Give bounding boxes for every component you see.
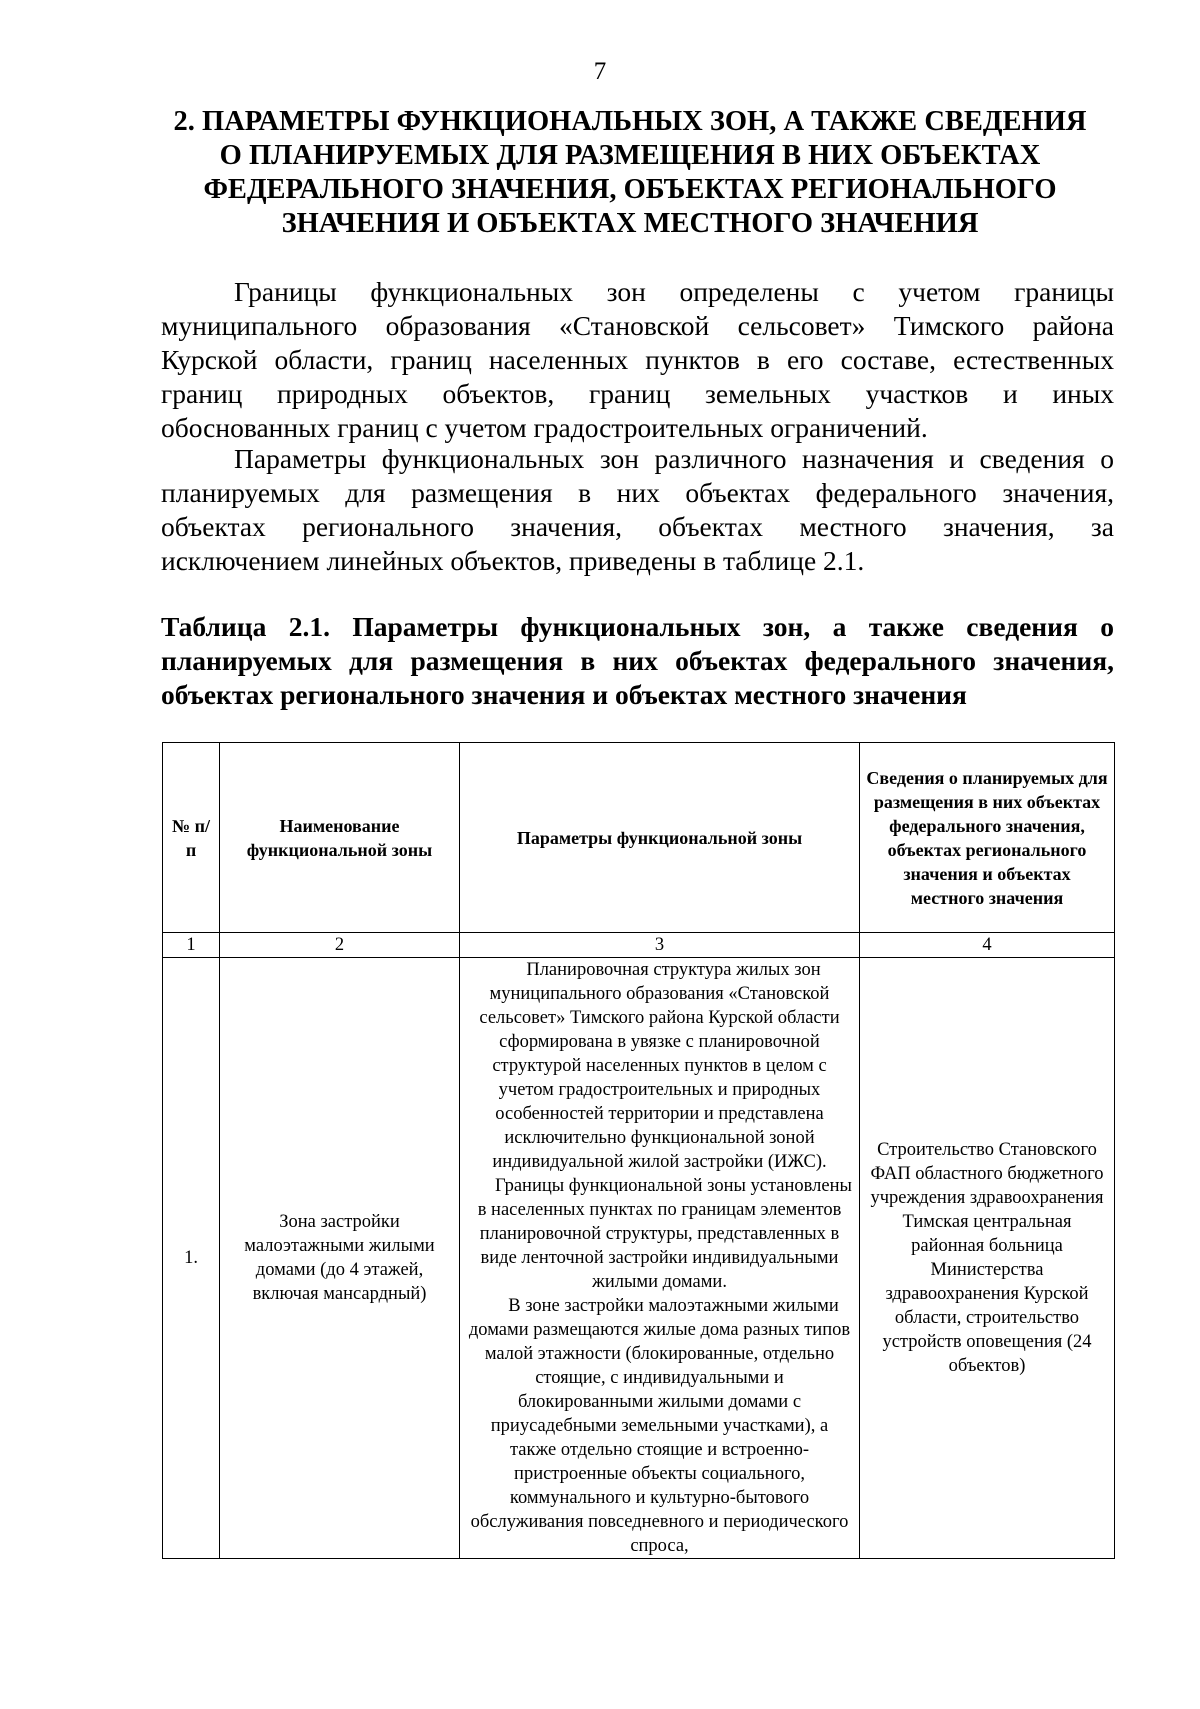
paragraph-line: Границы функциональных зон определены с учетом границы [234, 276, 1114, 307]
table-row [163, 958, 1115, 1559]
column-number: 4 [860, 933, 1115, 958]
column-number: 1 [163, 933, 220, 958]
paragraph-line: Курской области, границ населенных пунктов в его составе, естественных [161, 344, 1114, 375]
page-number: 7 [593, 58, 607, 85]
zone-parameters [460, 958, 860, 1559]
zone-parameters-paragraph: Границы функциональной зоны установлены в населенных пунктах по границам элементов планировочной структуры, представленных в виде ленточной застройки индивидуальными жилыми домами. [477, 1176, 852, 1292]
header-planned-objects: Сведения о планируемых для размещения в них объектах федерального значения, объектах регионального значения и объектах местного значения [860, 743, 1115, 933]
paragraph-line: объектах регионального значения, объектах местного значения, за [161, 511, 1114, 542]
paragraph-line: муниципального образования «Становской сельсовет» Тимского района [161, 310, 1114, 341]
zone-parameters-paragraph: В зоне застройки малоэтажными жилыми домами размещаются жилые дома разных типов малой этажности (блокированные, отдельно стоящие, с индивидуальными и блокированными жилыми домами с приусадебными земельными участками), а также отдельно стоящие и встроенно-пристроенные объекты социального, коммунального и культурно-бытового обслуживания повседневного и периодического спроса, [468, 1296, 851, 1556]
paragraph-line: границ природных объектов, границ земельных участков и иных [161, 378, 1114, 409]
section-heading-line: О ПЛАНИРУЕМЫХ ДЛЯ РАЗМЕЩЕНИЯ В НИХ ОБЪЕКТАХ [219, 140, 1041, 171]
header-zone-name: Наименование функциональной зоны [220, 743, 460, 933]
row-number: 1. [163, 958, 220, 1559]
zone-parameters-paragraph: Планировочная структура жилых зон муниципального образования «Становской сельсовет» Тимского района Курской области сформирована в увязке с планировочной структурой населенных пунктов в целом с учетом градостроительных и природных особенностей территории и представлена исключительно функциональной зоной индивидуальной жилой застройки (ИЖС). [479, 960, 840, 1172]
paragraph-line: обоснованных границ с учетом градостроительных ограничений. [161, 412, 928, 443]
paragraph-zone-parameters [161, 442, 1114, 578]
planned-objects: Строительство Становского ФАП областного бюджетного учреждения здравоохранения Тимская центральная районная больница Министерства здравоохранения Курской области, строительство устройств оповещения (24 объектов) [860, 958, 1115, 1559]
section-heading [150, 105, 1110, 241]
table-header-row [163, 743, 1115, 933]
table-caption-line: Таблица 2.1. Параметры функциональных зон, а также сведения о [161, 611, 1114, 642]
paragraph-zone-boundaries [161, 275, 1114, 445]
column-number: 3 [460, 933, 860, 958]
column-number: 2 [220, 933, 460, 958]
header-number: № п/п [163, 743, 220, 933]
table-caption-line: объектах регионального значения и объектах местного значения [161, 679, 967, 710]
table-caption-line: планируемых для размещения в них объектах федерального значения, [161, 645, 1114, 676]
paragraph-line: Параметры функциональных зон различного назначения и сведения о [234, 443, 1114, 474]
zone-name: Зона застройки малоэтажными жилыми домами (до 4 этажей, включая мансардный) [220, 958, 460, 1559]
paragraph-line: исключением линейных объектов, приведены в таблице 2.1. [161, 545, 865, 576]
header-zone-parameters: Параметры функциональной зоны [460, 743, 860, 933]
column-number-row [163, 933, 1115, 958]
section-heading-line: ФЕДЕРАЛЬНОГО ЗНАЧЕНИЯ, ОБЪЕКТАХ РЕГИОНАЛЬНОГО [203, 174, 1057, 205]
section-heading-line: 2. ПАРАМЕТРЫ ФУНКЦИОНАЛЬНЫХ ЗОН, А ТАКЖЕ СВЕДЕНИЯ [173, 106, 1087, 137]
parameters-table [162, 742, 1115, 1559]
section-heading-line: ЗНАЧЕНИЯ И ОБЪЕКТАХ МЕСТНОГО ЗНАЧЕНИЯ [281, 208, 979, 239]
paragraph-line: планируемых для размещения в них объектах федерального значения, [161, 477, 1114, 508]
table-caption [161, 610, 1114, 712]
